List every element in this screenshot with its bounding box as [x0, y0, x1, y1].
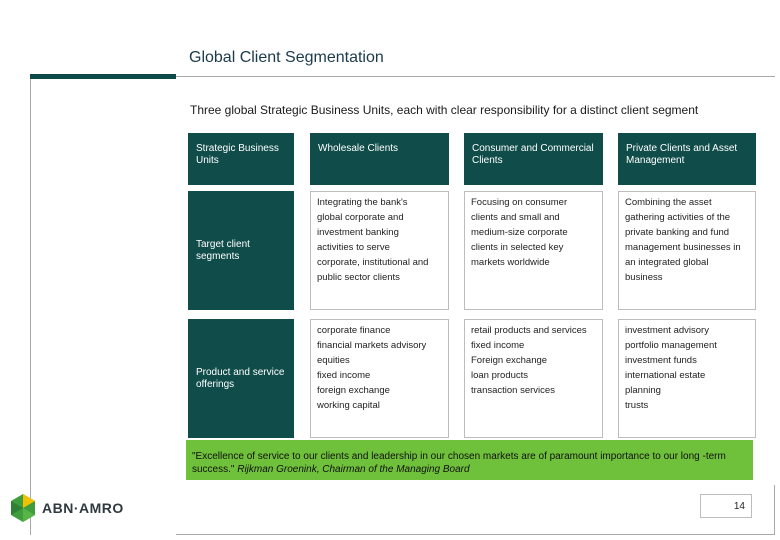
cell-line: private banking and fund	[625, 227, 730, 238]
page-subtitle: Three global Strategic Business Units, each with clear responsibility for a distinct client segment	[190, 103, 699, 117]
cell-consumer-products	[464, 319, 603, 438]
cell-line: corporate, institutional and	[317, 257, 429, 268]
cell-line: working capital	[317, 400, 380, 411]
cell-line: Integrating the bank's	[317, 197, 408, 208]
quote-text: "Excellence of service to our clients and leadership in our chosen markets are of paramount importance to our long -term success."	[192, 451, 726, 475]
cell-line: markets worldwide	[471, 257, 550, 268]
row-label-text: Product and service offerings	[196, 366, 285, 390]
cell-line: Combining the asset	[625, 197, 712, 208]
cell-line: an integrated global	[625, 257, 709, 268]
row-label-text: Target client segments	[196, 238, 250, 262]
logo-wordmark: ABN·AMRO	[42, 500, 124, 516]
cell-line: portfolio management	[625, 340, 717, 351]
cell-line: planning	[625, 385, 661, 396]
row-label-target-segments	[188, 191, 294, 310]
title-accent-bar	[30, 74, 176, 79]
cell-line: transaction services	[471, 385, 555, 396]
corner-header-label: Strategic Business Units	[196, 143, 279, 166]
cell-line: public sector clients	[317, 272, 400, 283]
cell-line: investment banking	[317, 227, 399, 238]
page-number-text: 14	[733, 500, 745, 512]
row-label-product-offerings	[188, 319, 294, 438]
cell-line: loan products	[471, 370, 529, 381]
column-header-label: Wholesale Clients	[318, 143, 399, 154]
frame-left-border	[30, 79, 31, 535]
cell-line: trusts	[625, 400, 649, 411]
cell-line: clients and small and	[471, 212, 560, 223]
cell-line: global corporate and	[317, 212, 404, 223]
quote-author: Rijkman Groenink, Chairman of the Managing Board	[237, 464, 470, 475]
column-header-private	[618, 133, 756, 185]
cell-line: foreign exchange	[317, 385, 390, 396]
cell-private-products	[618, 319, 756, 438]
cell-line: investment funds	[625, 355, 697, 366]
cell-line: gathering activities of the	[625, 212, 731, 223]
page-number	[700, 494, 752, 518]
abn-amro-logo	[8, 493, 124, 523]
cell-line: international estate	[625, 370, 706, 381]
title-divider	[176, 76, 775, 77]
frame-bottom-border	[176, 534, 775, 535]
cell-private-segments	[618, 191, 756, 310]
quote-banner	[186, 440, 753, 480]
cell-line: medium-size corporate	[471, 227, 568, 238]
cell-line: activities to serve	[317, 242, 390, 253]
cell-line: Foreign exchange	[471, 355, 548, 366]
frame-right-border	[774, 485, 775, 535]
cell-line: management businesses in	[625, 242, 741, 253]
shield-logo-icon	[8, 493, 38, 523]
column-header-wholesale	[310, 133, 449, 185]
column-header-label: Private Clients and Asset Management	[626, 143, 738, 166]
cell-line: equities	[317, 355, 350, 366]
cell-line: fixed income	[317, 370, 371, 381]
cell-line: fixed income	[471, 340, 525, 351]
cell-line: business	[625, 272, 663, 283]
cell-line: Focusing on consumer	[471, 197, 568, 208]
column-header-consumer	[464, 133, 603, 185]
cell-wholesale-products	[310, 319, 449, 438]
cell-line: financial markets advisory	[317, 340, 427, 351]
cell-line: corporate finance	[317, 325, 391, 336]
cell-consumer-segments	[464, 191, 603, 310]
cell-line: retail products and services	[471, 325, 587, 336]
column-header-label: Consumer and Commercial Clients	[472, 143, 594, 166]
corner-header	[188, 133, 294, 185]
cell-line: clients in selected key	[471, 242, 564, 253]
page-title: Global Client Segmentation	[189, 49, 384, 66]
cell-line: investment advisory	[625, 325, 709, 336]
cell-wholesale-segments	[310, 191, 449, 310]
